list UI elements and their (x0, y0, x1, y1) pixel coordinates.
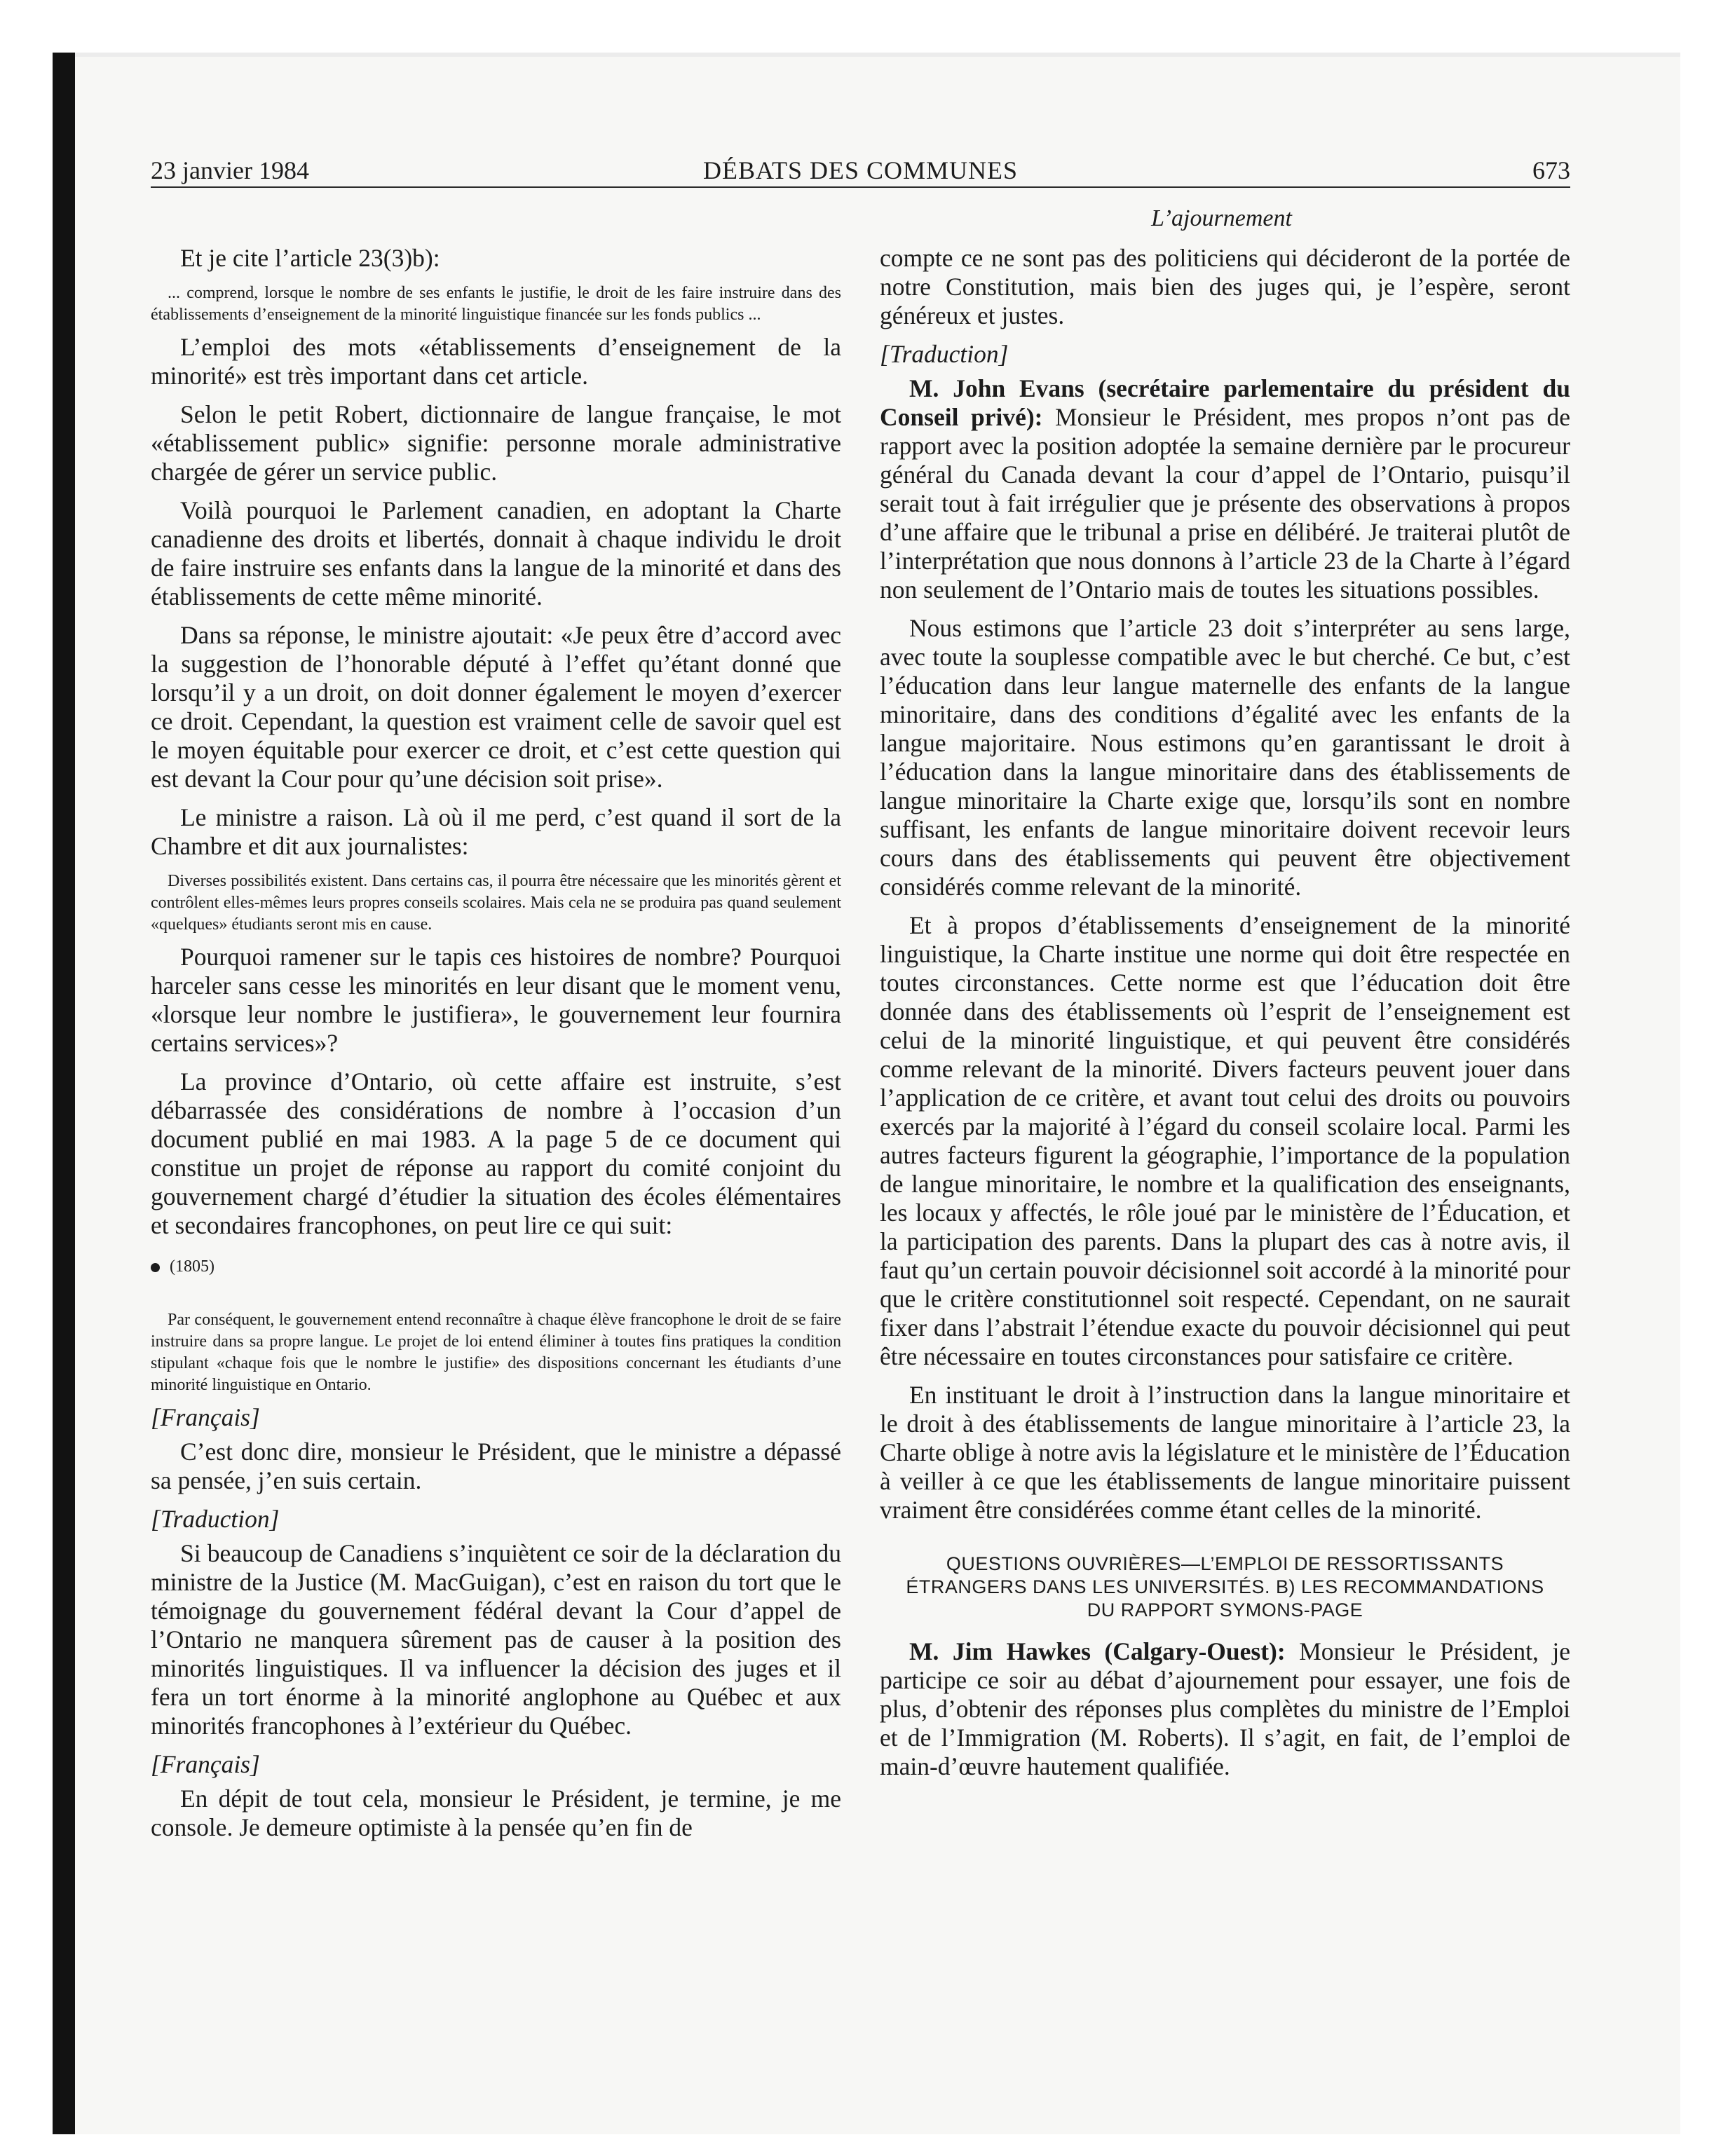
quoted-passage: ... comprend, lorsque le nombre de ses enfants le justifie, le droit de les faire instruire dans des établissements d’enseignement de la minorité linguistique financée sur les fonds publics ... (151, 284, 841, 324)
scan-edge-shadow (53, 53, 75, 2134)
body-paragraph: Le ministre a raison. Là où il me perd, c’est quand il sort de la Chambre et dit aux journalistes: (151, 803, 841, 860)
right-column (880, 244, 1570, 1791)
running-header (151, 156, 1570, 189)
quoted-passage: Par conséquent, le gouvernement entend reconnaître à chaque élève francophone le droit de se faire instruire dans sa propre langue. Le projet de loi entend éliminer à toutes fins pratiques la condition stipulant «chaque fois que le nombre le justifie» des dispositions concernant les étudiants d’une minorité linguistique en Ontario. (151, 1311, 841, 1394)
header-rule (151, 186, 1570, 188)
body-paragraph: Voilà pourquoi le Parlement canadien, en adoptant la Charte canadienne des droits et libertés, donnait à chaque individu le droit de faire instruire ses enfants dans la langue de la minorité et dans des établissements de cette même minorité. (151, 496, 841, 610)
bullet-icon (151, 1263, 160, 1272)
body-paragraph: Selon le petit Robert, dictionnaire de langue française, le mot «établissement public» signifie: personne morale administrative chargée de gérer un service public. (151, 400, 841, 486)
language-tag: [Traduction] (151, 1505, 280, 1533)
body-paragraph: C’est donc dire, monsieur le Président, que le ministre a dépassé sa pensée, j’en suis certain. (151, 1438, 841, 1494)
body-paragraph: Nous estimons que l’article 23 doit s’interpréter au sens large, avec toute la souplesse compatible avec le but cherché. Ce but, c’est l’éducation dans leur langue maternelle des enfants de la langue minoritaire, dans des conditions d’égalité avec les enfants de la langue majoritaire. Nous estimons qu’en garantissant le droit à l’éducation dans la langue minoritaire dans des établissements de langue minoritaire la Charte exige que, lorsqu’ils sont en nombre suffisant, les enfants de langue minoritaire doivent recevoir leurs cours dans des établissements qui peuvent être objectivement considérés comme relevant de la minorité. (880, 614, 1570, 901)
body-paragraph: Pourquoi ramener sur le tapis ces histoires de nombre? Pourquoi harceler sans cesse les minorités en leur disant que le moment venu, «lorsque leur nombre le justifiera», le gouvernement leur fournira certains services»? (151, 943, 841, 1057)
speaker-name: M. Jim Hawkes (Calgary-Ouest): (909, 1637, 1286, 1665)
body-paragraph: Dans sa réponse, le ministre ajoutait: «Je peux être d’accord avec la suggestion de l’honorable député à l’effet qu’étant donné que lorsqu’il y a un droit, on doit donner également le moyen d’exercer ce droit. Cependant, la question est vraiment celle de savoir quel est le moyen équitable pour exercer ce droit, et c’est cette question qui est devant la Cour pour qu’une décision soit prise». (151, 621, 841, 793)
header-date: 23 janvier 1984 (151, 156, 309, 184)
body-paragraph: L’emploi des mots «établissements d’enseignement de la minorité» est très important dans cet article. (151, 333, 841, 390)
section-subheader: L’ajournement (1151, 205, 1292, 231)
speech-paragraph (880, 1637, 1570, 1781)
body-paragraph: La province d’Ontario, où cette affaire est instruite, s’est débarrassée des considérations de nombre à l’occasion d’un document publié en mai 1983. A la page 5 de ce document qui constitue un projet de réponse au rapport du comité conjoint du gouvernement chargé d’étudier la situation des écoles élémentaires et secondaires francophones, on peut lire ce qui suit: (151, 1067, 841, 1239)
speaker-name: M. John Evans (secrétaire parlementaire du président du Conseil privé): (880, 374, 1570, 431)
time-marker-text: (1805) (170, 1257, 215, 1276)
time-marker (151, 1253, 841, 1281)
body-paragraph: Et à propos d’établissements d’enseignement de la minorité linguistique, la Charte institue une norme qui doit être respectée en toutes circonstances. Cette norme est que l’éducation doit être donnée dans des établissements où l’esprit de l’enseignement est celui de la minorité linguistique, et qui peuvent être considérés comme relevant de la minorité. Divers facteurs peuvent jouer dans l’application de ce critère, et avant tout celui des droits ou pouvoirs exercés par la majorité à l’égard du conseil scolaire local. Parmi les autres facteurs figurent la géographie, l’importance de la population de langue minoritaire, le nombre et la qualification des enseignants, les locaux y affectés, le rôle joué par le ministère de l’Éducation, et la participation des parents. Dans la plupart des cas à notre avis, il faut qu’un certain pouvoir décisionnel soit accordé à la minorité pour que le critère constitutionnel soit respecté. Cependant, on ne saurait fixer dans l’abstrait l’étendue exacte du pouvoir décisionnel qui peut être nécessaire en toutes circonstances pour satisfaire ce critère. (880, 911, 1570, 1370)
speech-text: Monsieur le Président, je participe ce soir au débat d’ajournement pour essayer, une fois de plus, d’obtenir des réponses plus complètes du ministre de l’Emploi et de l’Immigration (M. Roberts). Il s’agit, en fait, de l’emploi de main-d’œuvre hautement qualifiée. (880, 1637, 1570, 1780)
body-paragraph: Et je cite l’article 23(3)b): (180, 244, 440, 272)
speech-paragraph (880, 374, 1570, 604)
body-paragraph: compte ce ne sont pas des politiciens qui décideront de la portée de notre Constitution, mais bien des juges qui, je l’espère, seront généreux et justes. (880, 244, 1570, 329)
language-tag: [Français] (151, 1403, 260, 1431)
quoted-passage: Diverses possibilités existent. Dans certains cas, il pourra être nécessaire que les minorités gèrent et contrôlent elles-mêmes leurs propres conseils scolaires. Mais cela ne se produira pas quand seulement «quelques» étudiants seront mis en cause. (151, 872, 841, 934)
body-paragraph: Si beaucoup de Canadiens s’inquiètent ce soir de la déclaration du ministre de la Justice (M. MacGuigan), c’est en raison du tort que le témoignage du gouvernement fédéral devant la Cour d’appel de l’Ontario ne manquera sûrement pas de causer à la position des minorités linguistiques. Il va influencer la décision des juges et il fera un tort énorme à la minorité anglophone au Québec et aux minorités francophones à l’extérieur du Québec. (151, 1539, 841, 1740)
body-paragraph: En dépit de tout cela, monsieur le Président, je termine, je me console. Je demeure optimiste à la pensée qu’en fin de (151, 1785, 841, 1841)
language-tag: [Français] (151, 1750, 260, 1778)
language-tag: [Traduction] (880, 340, 1009, 368)
page-number: 673 (1532, 156, 1570, 184)
body-paragraph: En instituant le droit à l’instruction dans la langue minoritaire et le droit à des établissements de langue minoritaire à l’article 23, la Charte oblige à notre avis la législature et le ministère de l’Éducation à veiller à ce que les établissements de langue minoritaire puissent vraiment être considérées comme étant celles de la minorité. (880, 1381, 1570, 1524)
left-column (151, 244, 841, 1852)
header-title: DÉBATS DES COMMUNES (702, 156, 1019, 184)
section-heading: QUESTIONS OUVRIÈRES—L’EMPLOI DE RESSORTISSANTS ÉTRANGERS DANS LES UNIVERSITÉS. B) LES RECOMMANDATIONS DU RAPPORT SYMONS-PAGE (906, 1553, 1544, 1621)
speech-text: Monsieur le Président, mes propos n’ont pas de rapport avec la position adoptée la semaine dernière par le procureur général du Canada devant la cour d’appel de l’Ontario, puisqu’il serait tout à fait irrégulier que je présente des observations à propos d’une affaire que le tribunal a prise en délibéré. Je traiterai plutôt de l’interprétation que nous donnons à l’article 23 de la Charte à l’égard non seulement de l’Ontario mais de toutes les situations possibles. (880, 403, 1570, 603)
